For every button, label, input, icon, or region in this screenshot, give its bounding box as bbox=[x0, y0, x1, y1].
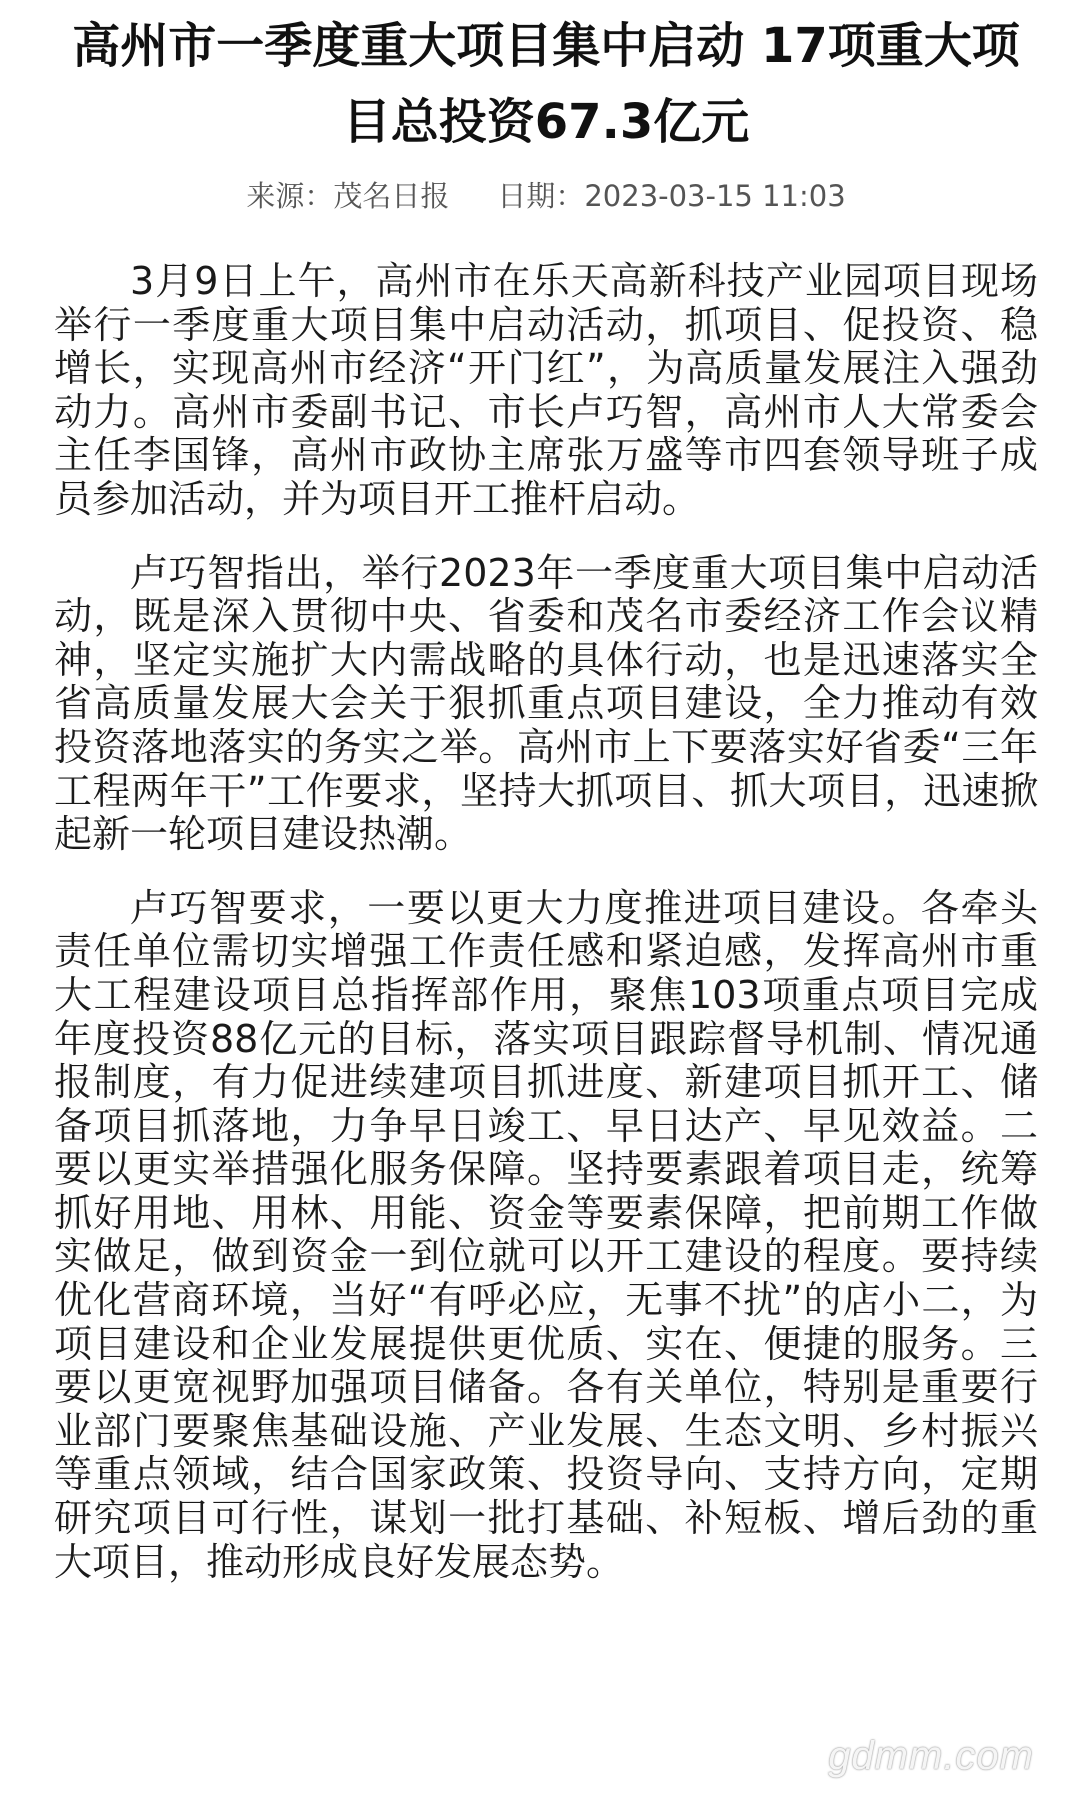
article-body bbox=[54, 260, 1038, 1584]
paragraph: 3月9日上午，高州市在乐天高新科技产业园项目现场举行一季度重大项目集中启动活动，抓项目、促投资、稳增长，实现高州市经济“开门红”，为高质量发展注入强劲动力。高州市委副书记、市长卢巧智，高州市人大常委会主任李国锋，高州市政协主席张万盛等市四套领导班子成员参加活动，并为项目开工推杆启动。 bbox=[54, 259, 1038, 521]
article-title: 高州市一季度重大项目集中启动 17项重大项目总投资67.3亿元 bbox=[72, 18, 1020, 150]
article-source: 来源：茂名日报 bbox=[246, 179, 450, 213]
paragraph: 卢巧智要求，一要以更大力度推进项目建设。各牵头责任单位需切实增强工作责任感和紧迫感，发挥高州市重大工程建设项目总指挥部作用，聚焦103项重点项目完成年度投资88亿元的目标，落实项目跟踪督导机制、情况通报制度，有力促进续建项目抓进度、新建项目抓开工、储备项目抓落地，力争早日竣工、早日达产、早见效益。二要以更实举措强化服务保障。坚持要素跟着项目走，统筹抓好用地、用林、用能、资金等要素保障，把前期工作做实做足，做到资金一到位就可以开工建设的程度。要持续优化营商环境，当好“有呼必应，无事不扰”的店小二，为项目建设和企业发展提供更优质、实在、便捷的服务。三要以更宽视野加强项目储备。各有关单位，特别是重要行业部门要聚焦基础设施、产业发展、生态文明、乡村振兴等重点领域，结合国家政策、投资导向、支持方向，定期研究项目可行性，谋划一批打基础、补短板、增后劲的重大项目，推动形成良好发展态势。 bbox=[54, 885, 1038, 1584]
article-date: 日期：2023-03-15 11:03 bbox=[497, 179, 846, 213]
site-watermark: gdmm.com bbox=[828, 1734, 1034, 1778]
article-meta bbox=[54, 176, 1038, 216]
paragraph: 卢巧智指出，举行2023年一季度重大项目集中启动活动，既是深入贯彻中央、省委和茂名市委经济工作会议精神，坚定实施扩大内需战略的具体行动，也是迅速落实全省高质量发展大会关于狠抓重点项目建设，全力推动有效投资落地落实的务实之举。高州市上下要落实好省委“三年工程两年干”工作要求，坚持大抓项目、抓大项目，迅速掀起新一轮项目建设热潮。 bbox=[54, 550, 1038, 857]
